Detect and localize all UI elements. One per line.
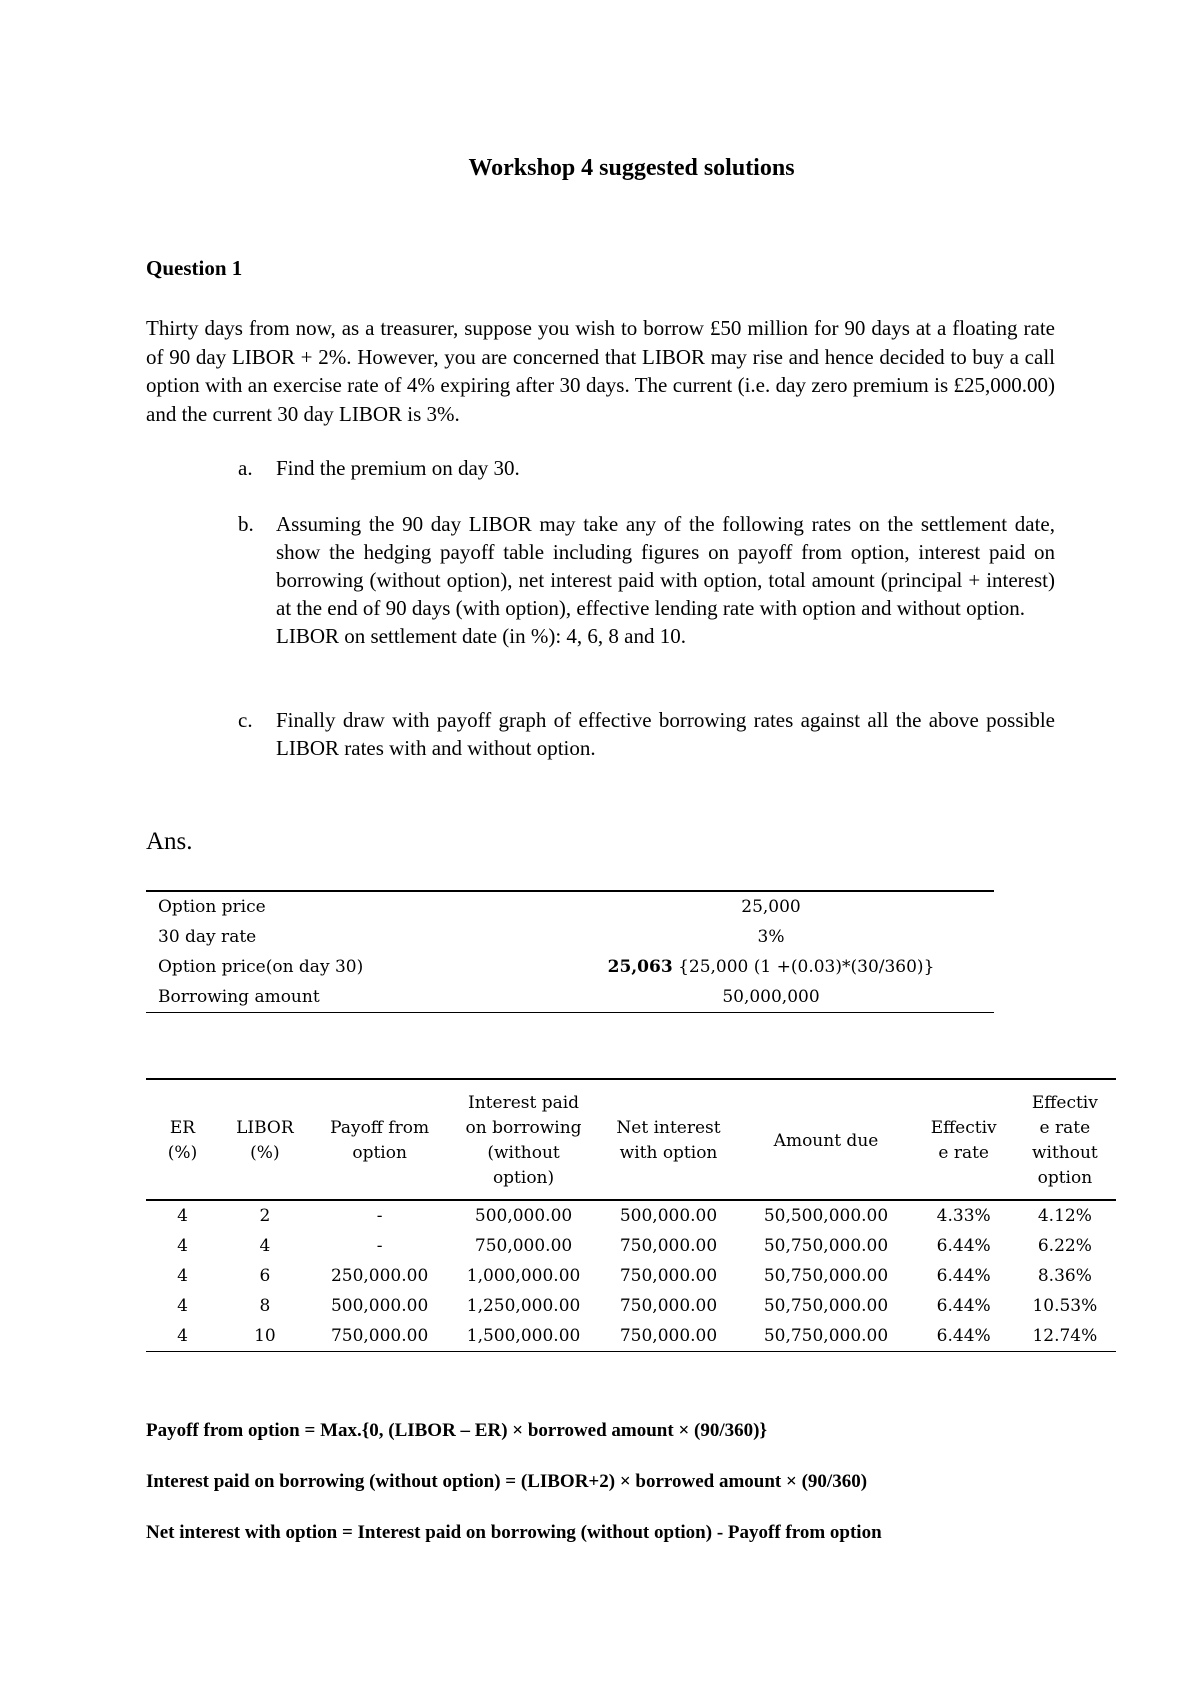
cell-amount: 50,750,000.00	[763, 1296, 889, 1316]
header-payoff	[311, 1079, 449, 1200]
cell-amount: 50,750,000.00	[763, 1326, 889, 1346]
cell-eff: 6.44%	[936, 1296, 991, 1316]
summary-label: Borrowing amount	[158, 987, 320, 1007]
table-row	[146, 922, 994, 952]
header-line: Interest paid	[468, 1093, 580, 1113]
header-line: option)	[492, 1168, 555, 1188]
cell-interest: 1,000,000.00	[466, 1266, 581, 1286]
header-line: Amount due	[773, 1130, 879, 1151]
cell-net: 500,000.00	[619, 1206, 718, 1226]
cell-payoff: -	[376, 1236, 383, 1256]
header-effective-rate	[914, 1079, 1014, 1200]
header-line: without	[1031, 1143, 1098, 1163]
header-line: option	[352, 1143, 407, 1163]
header-line: (without	[487, 1143, 560, 1163]
cell-eff-without: 12.74%	[1032, 1326, 1098, 1346]
cell-eff-without: 4.12%	[1037, 1206, 1092, 1226]
cell-eff-without: 6.22%	[1037, 1236, 1092, 1256]
question-part-b	[238, 510, 1055, 650]
header-line: (%)	[167, 1143, 198, 1163]
cell-libor: 6	[259, 1266, 271, 1286]
cell-payoff: 500,000.00	[330, 1296, 429, 1316]
part-c-letter: c.	[238, 708, 253, 732]
cell-er: 4	[177, 1266, 188, 1286]
answer-label: Ans.	[146, 828, 193, 855]
summary-value	[548, 952, 994, 982]
header-amount-due	[738, 1079, 913, 1200]
cell-interest: 1,500,000.00	[466, 1326, 581, 1346]
header-line: (%)	[250, 1143, 280, 1163]
header-line: e rate	[1039, 1118, 1091, 1138]
question-heading: Question 1	[146, 256, 243, 280]
table-row	[146, 982, 994, 1013]
table-row	[146, 1291, 1116, 1321]
header-er	[146, 1079, 219, 1200]
cell-amount: 50,750,000.00	[763, 1236, 889, 1256]
question-part-c	[238, 706, 1055, 762]
summary-label: Option price	[158, 897, 266, 917]
cell-libor: 10	[254, 1326, 276, 1346]
cell-payoff: 750,000.00	[330, 1326, 429, 1346]
summary-value: 3%	[757, 927, 785, 947]
cell-eff: 6.44%	[936, 1236, 991, 1256]
cell-er: 4	[177, 1326, 188, 1346]
summary-value: 50,000,000	[722, 987, 820, 1007]
header-line: with option	[619, 1143, 718, 1163]
cell-er: 4	[177, 1236, 188, 1256]
header-libor	[219, 1079, 311, 1200]
table-row	[146, 891, 994, 922]
summary-table	[146, 890, 994, 1013]
table-row	[146, 952, 994, 982]
cell-amount: 50,500,000.00	[763, 1206, 889, 1226]
cell-interest: 500,000.00	[474, 1206, 573, 1226]
summary-value-bold: 25,063	[607, 957, 673, 977]
header-row	[146, 1079, 1116, 1200]
header-line: Effectiv	[1031, 1093, 1098, 1113]
part-b-libor-rates: LIBOR on settlement date (in %): 4, 6, 8 and 10.	[276, 624, 687, 648]
header-interest	[448, 1079, 598, 1200]
payoff-table	[146, 1078, 1116, 1352]
table-row	[146, 1200, 1116, 1231]
cell-interest: 750,000.00	[474, 1236, 573, 1256]
header-line: e rate	[938, 1143, 989, 1163]
table-row	[146, 1321, 1116, 1352]
cell-libor: 8	[259, 1296, 271, 1316]
summary-value-formula: {25,000 (1 +(0.03)*(30/360)}	[672, 957, 935, 977]
header-line: Effectiv	[930, 1118, 997, 1138]
cell-eff-without: 8.36%	[1037, 1266, 1092, 1286]
cell-net: 750,000.00	[619, 1266, 718, 1286]
table-row	[146, 1231, 1116, 1261]
formula-payoff: Payoff from option = Max.{0, (LIBOR – ER) × borrowed amount × (90/360)}	[146, 1420, 767, 1441]
cell-interest: 1,250,000.00	[466, 1296, 581, 1316]
cell-libor: 4	[259, 1236, 271, 1256]
part-b-text: Assuming the 90 day LIBOR may take any of the following rates on the settlement date, show the hedging payoff table including figures on payoff from option, interest paid on borrowing (without option), net interest paid with option, total amount (principal + interest) at the end of 90 days (with option), effective lending rate with option and without option.	[276, 512, 1055, 620]
cell-libor: 2	[259, 1206, 271, 1226]
cell-er: 4	[177, 1296, 188, 1316]
header-line: Payoff from	[330, 1118, 430, 1138]
header-line: on borrowing	[465, 1118, 582, 1138]
formula-net-interest: Net interest with option = Interest paid on borrowing (without option) - Payoff from option	[146, 1522, 882, 1543]
summary-value: 25,000	[741, 897, 801, 917]
part-a-letter: a.	[238, 456, 253, 480]
part-a-text: Find the premium on day 30.	[276, 456, 520, 480]
header-line: option	[1037, 1168, 1093, 1188]
cell-net: 750,000.00	[619, 1326, 718, 1346]
cell-er: 4	[177, 1206, 188, 1226]
cell-amount: 50,750,000.00	[763, 1266, 889, 1286]
header-line: Net interest	[616, 1118, 721, 1138]
summary-label: 30 day rate	[158, 927, 257, 947]
formula-interest: Interest paid on borrowing (without option) = (LIBOR+2) × borrowed amount × (90/360)	[146, 1471, 868, 1492]
header-line: LIBOR	[236, 1118, 294, 1138]
table-row	[146, 1261, 1116, 1291]
header-effective-rate-without	[1014, 1079, 1116, 1200]
cell-payoff: 250,000.00	[330, 1266, 429, 1286]
cell-payoff: -	[376, 1206, 383, 1226]
question-body: Thirty days from now, as a treasurer, suppose you wish to borrow £50 million for 90 days at a floating rate of 90 day LIBOR + 2%. However, you are concerned that LIBOR may rise and hence decided to buy a call option with an exercise rate of 4% expiring after 30 days. The current (i.e. day zero premium is £25,000.00) and the current 30 day LIBOR is 3%.	[146, 316, 1055, 426]
cell-net: 750,000.00	[619, 1296, 718, 1316]
header-line: ER	[169, 1118, 196, 1138]
part-b-letter: b.	[238, 512, 254, 536]
page-title: Workshop 4 suggested solutions	[468, 155, 795, 181]
cell-net: 750,000.00	[619, 1236, 718, 1256]
cell-eff-without: 10.53%	[1032, 1296, 1098, 1316]
summary-label: Option price(on day 30)	[158, 957, 364, 977]
cell-eff: 6.44%	[936, 1326, 991, 1346]
question-part-a	[238, 454, 1055, 482]
header-net-interest	[599, 1079, 739, 1200]
cell-eff: 4.33%	[936, 1206, 991, 1226]
part-c-text: Finally draw with payoff graph of effective borrowing rates against all the above possible LIBOR rates with and without option.	[276, 708, 1055, 760]
cell-eff: 6.44%	[936, 1266, 991, 1286]
